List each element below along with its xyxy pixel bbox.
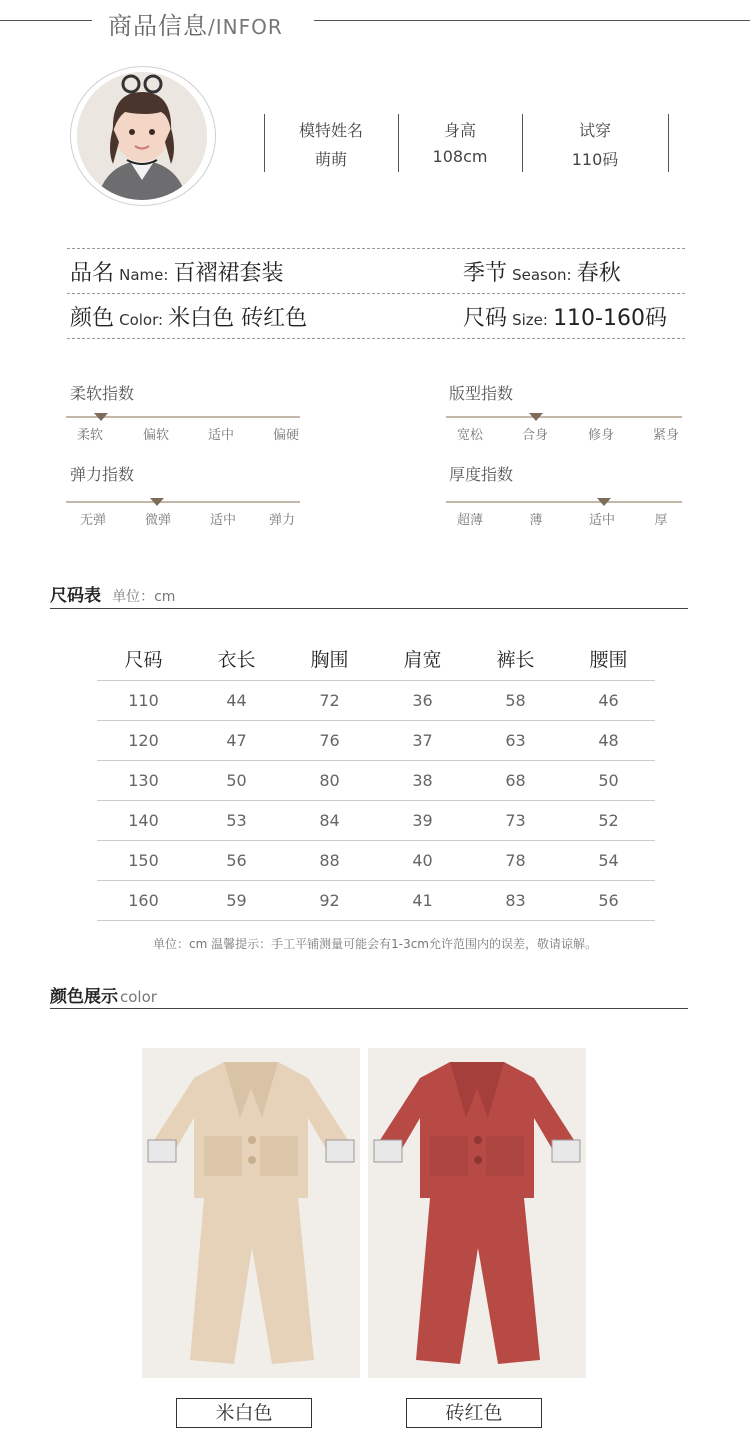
model-avatar [77, 72, 207, 200]
table-cell: 52 [562, 801, 655, 841]
table-cell: 37 [376, 721, 469, 761]
table-cell: 73 [469, 801, 562, 841]
color-label: 颜色 [70, 306, 115, 331]
scale-title-thickness: 厚度指数 [449, 465, 514, 484]
table-cell: 38 [376, 761, 469, 801]
table-cell: 78 [469, 841, 562, 881]
stat-value: 萌萌 [314, 150, 347, 169]
table-cell: 140 [97, 801, 190, 841]
table-cell: 40 [376, 841, 469, 881]
table-cell: 47 [190, 721, 283, 761]
table-cell: 76 [283, 721, 376, 761]
table-cell: 50 [562, 761, 655, 801]
scale-track-thickness [446, 501, 682, 503]
scale-title-elasticity: 弹力指数 [70, 465, 135, 484]
table-cell: 130 [97, 761, 190, 801]
scale-tick: 适中 [588, 513, 616, 528]
scale-tick: 紧身 [652, 428, 680, 443]
info-size-row [463, 301, 667, 332]
color-section-en: color [120, 988, 157, 1006]
stat-try-size [522, 118, 668, 170]
scale-tick: 适中 [209, 513, 237, 528]
table-cell: 120 [97, 721, 190, 761]
table-cell: 83 [469, 881, 562, 921]
size-section-header [50, 581, 175, 606]
header-line-left [0, 20, 92, 21]
info-color-row [70, 301, 307, 332]
scale-tick: 适中 [207, 428, 235, 443]
scale-marker-softness [94, 413, 108, 421]
info-season-row [463, 256, 621, 287]
table-cell: 56 [190, 841, 283, 881]
table-header-cell: 衣长 [217, 648, 256, 671]
name-label: 品名 [70, 261, 115, 286]
table-header-cell: 胸围 [310, 648, 349, 671]
stat-value: 108cm [432, 147, 488, 166]
name-label-en: Name: [119, 266, 169, 284]
stat-value: 110码 [571, 150, 619, 169]
table-row [97, 721, 655, 761]
info-dash-top [67, 248, 685, 249]
color-section-line [50, 1008, 688, 1009]
table-cell: 58 [469, 681, 562, 721]
table-header-cell: 裤长 [496, 648, 535, 671]
scale-tick: 超薄 [456, 513, 484, 528]
header-title-en: INFOR [215, 15, 283, 39]
info-name-row [70, 256, 284, 287]
table-cell: 150 [97, 841, 190, 881]
table-cell: 41 [376, 881, 469, 921]
scale-tick: 偏软 [142, 428, 170, 443]
table-cell: 80 [283, 761, 376, 801]
scale-tick: 薄 [529, 513, 543, 528]
table-cell: 54 [562, 841, 655, 881]
color-label-en: Color: [119, 311, 164, 329]
swatch-caption-red: 砖红色 [406, 1398, 542, 1428]
table-cell: 46 [562, 681, 655, 721]
scale-tick: 合身 [521, 428, 549, 443]
table-cell: 92 [283, 881, 376, 921]
table-cell: 84 [283, 801, 376, 841]
table-cell: 72 [283, 681, 376, 721]
table-cell: 36 [376, 681, 469, 721]
table-cell: 39 [376, 801, 469, 841]
scale-track-fit [446, 416, 682, 418]
size-label: 尺码 [463, 306, 508, 331]
season-label: 季节 [463, 261, 508, 286]
stat-label: 试穿 [578, 121, 611, 140]
scale-tick: 微弹 [144, 513, 172, 528]
table-cell: 44 [190, 681, 283, 721]
table-header-cell: 肩宽 [403, 648, 442, 671]
table-cell: 160 [97, 881, 190, 921]
stat-height [398, 118, 522, 166]
color-value: 米白色 砖红色 [168, 306, 308, 331]
scale-marker-thickness [597, 498, 611, 506]
scale-tick: 弹力 [268, 513, 296, 528]
color-section-header [50, 982, 157, 1007]
header-title-cn: 商品信息 [108, 12, 208, 40]
scale-tick: 柔软 [76, 428, 104, 443]
swatch-caption-beige: 米白色 [176, 1398, 312, 1428]
table-cell: 59 [190, 881, 283, 921]
scale-tick: 无弹 [79, 513, 107, 528]
header-line-right [314, 20, 750, 21]
scale-tick: 偏硬 [272, 428, 300, 443]
table-cell: 48 [562, 721, 655, 761]
season-label-en: Season: [512, 266, 572, 284]
header-title-sep: / [208, 15, 216, 39]
size-section-title: 尺码表 [50, 586, 101, 606]
product-photo-beige [142, 1048, 360, 1378]
table-row [97, 761, 655, 801]
table-header-cell: 尺码 [124, 648, 163, 671]
size-value: 110-160码 [553, 306, 667, 331]
stat-label: 身高 [443, 121, 476, 140]
stat-label: 模特姓名 [298, 121, 363, 140]
header-title [108, 6, 283, 41]
table-cell: 63 [469, 721, 562, 761]
size-section-line [50, 608, 688, 609]
name-value: 百褶裙套装 [173, 261, 284, 286]
size-label-en: Size: [512, 311, 548, 329]
scale-tick: 厚 [654, 513, 668, 528]
measurement-note: 单位：cm 温馨提示：手工平铺测量可能会有1-3cm允许范围内的误差，敬请谅解。 [153, 937, 597, 951]
table-row [97, 801, 655, 841]
info-dash-middle [67, 293, 685, 294]
scale-title-fit: 版型指数 [449, 384, 514, 403]
scale-marker-fit [529, 413, 543, 421]
table-cell: 56 [562, 881, 655, 921]
stat-divider-4 [668, 114, 669, 172]
table-cell: 110 [97, 681, 190, 721]
table-header-cell: 腰围 [589, 648, 628, 671]
size-table [97, 636, 655, 921]
table-row [97, 881, 655, 921]
table-row [97, 841, 655, 881]
scale-marker-elasticity [150, 498, 164, 506]
info-dash-bottom [67, 338, 685, 339]
table-header-row [97, 636, 655, 681]
scale-tick: 修身 [587, 428, 615, 443]
table-cell: 68 [469, 761, 562, 801]
table-cell: 53 [190, 801, 283, 841]
stat-model-name [264, 118, 398, 170]
table-row [97, 681, 655, 721]
scale-title-softness: 柔软指数 [70, 384, 135, 403]
table-cell: 50 [190, 761, 283, 801]
scale-tick: 宽松 [456, 428, 484, 443]
table-cell: 88 [283, 841, 376, 881]
season-value: 春秋 [576, 261, 621, 286]
scale-track-elasticity [66, 501, 300, 503]
product-photo-red [368, 1048, 586, 1378]
size-section-unit: 单位：cm [112, 589, 176, 605]
color-section-title: 颜色展示 [50, 987, 118, 1007]
